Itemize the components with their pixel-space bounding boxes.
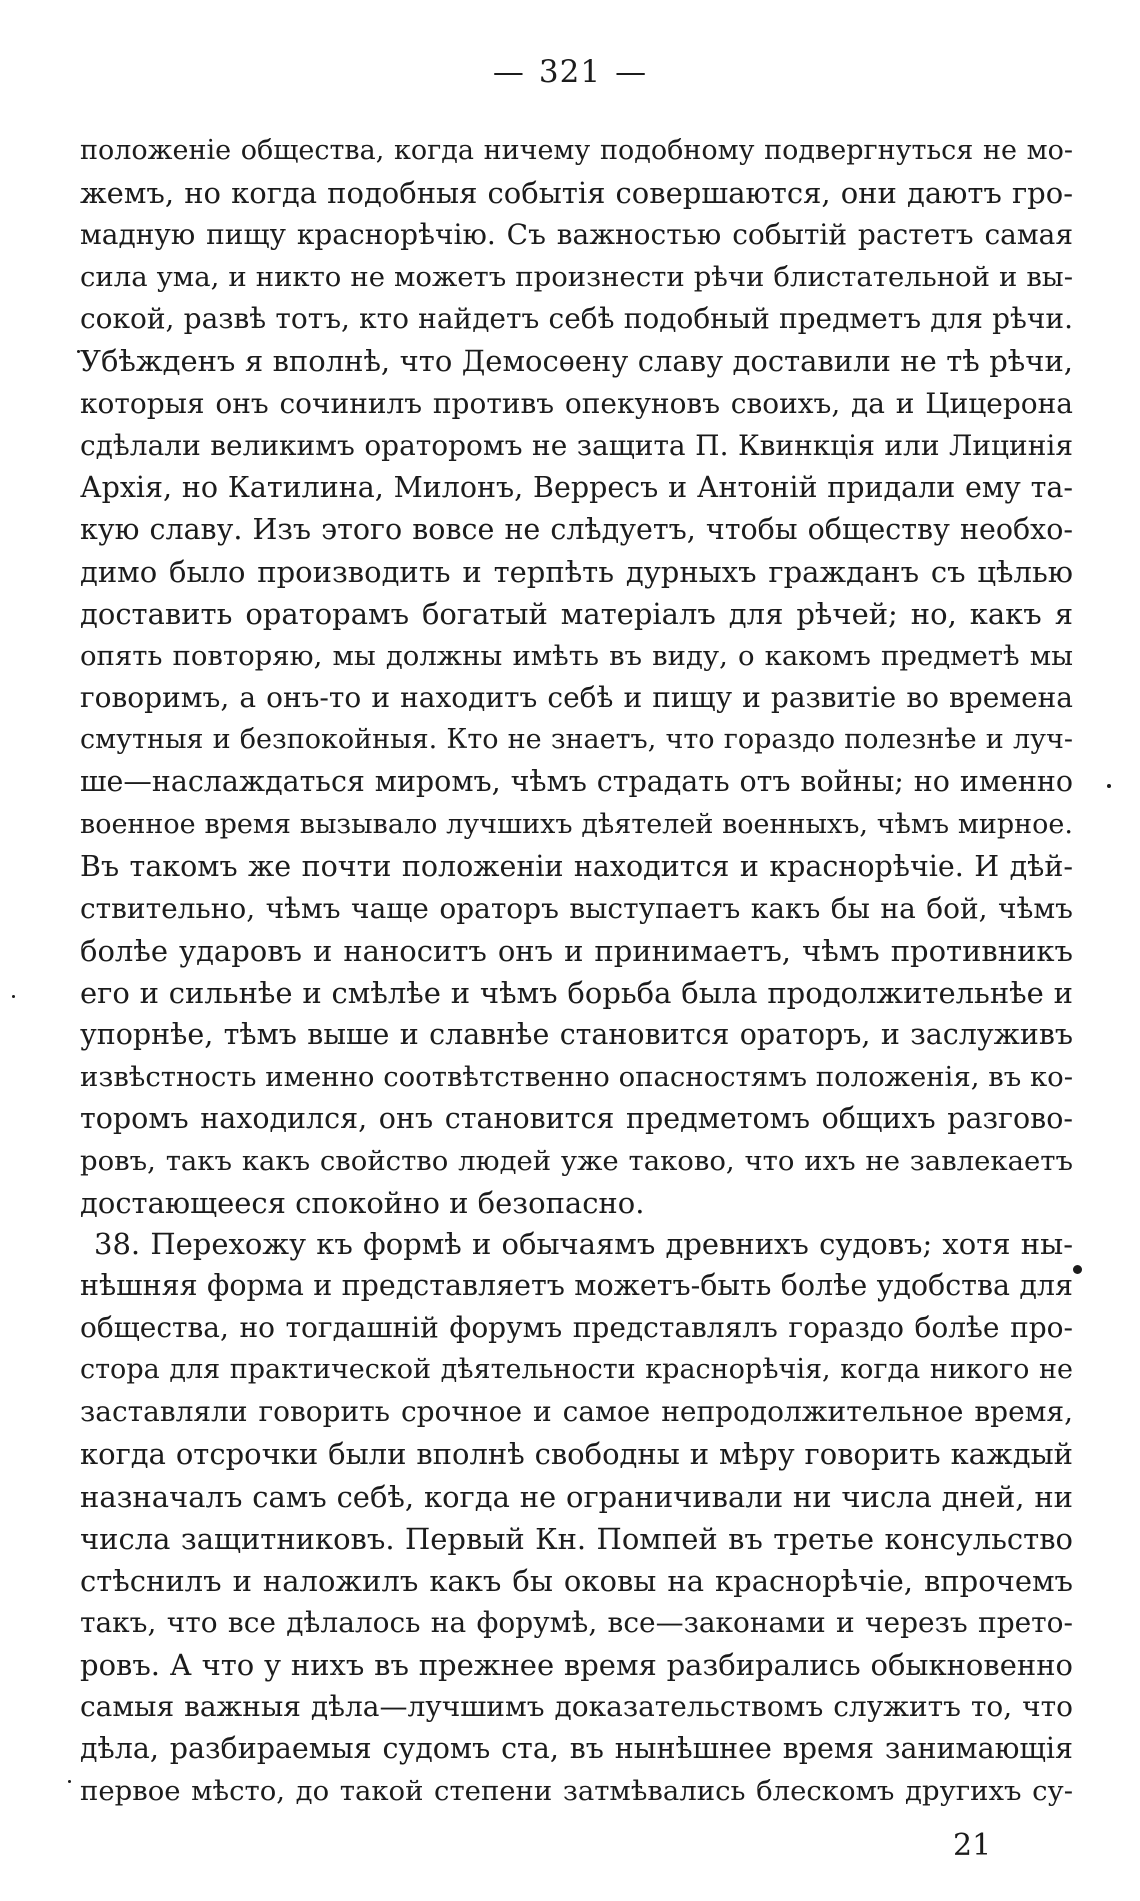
text-line: ровъ, такъ какъ свойство людей уже таково, что ихъ не завлекаетъ	[80, 1145, 1073, 1178]
ink-speck	[12, 995, 15, 998]
text-line: заставляли говорить срочное и самое непродолжительное время,	[80, 1395, 1073, 1429]
text-line: жемъ, но когда подобныя событія совершаются, они даютъ гро-	[80, 176, 1073, 211]
text-line: ше—наслаждаться миромъ, чѣмъ страдать отъ войны; но именно	[80, 765, 1073, 799]
text-line: 38. Перехожу къ формѣ и обычаямъ древнихъ судовъ; хотя ны-	[94, 1227, 1073, 1261]
ink-speck	[68, 1780, 71, 1783]
text-line: говоримъ, а онъ-то и находитъ себѣ и пищу и развитіе во времена	[80, 681, 1073, 715]
text-line: болѣе ударовъ и наноситъ онъ и принимаетъ, чѣмъ противникъ	[80, 933, 1073, 968]
text-line: Въ такомъ же почти положеніи находится и краснорѣчіе. И дѣй-	[80, 849, 1073, 883]
text-line: его и сильнѣе и смѣлѣе и чѣмъ борьба была продолжительнѣе и	[80, 975, 1073, 1010]
dash-right: —	[615, 54, 648, 90]
text-line: которыя онъ сочинилъ противъ опекуновъ своихъ, да и Цицерона	[80, 386, 1073, 420]
text-line: извѣстность именно соотвѣтственно опасностямъ положенія, въ ко-	[80, 1061, 1073, 1094]
text-line: упорнѣе, тѣмъ выше и славнѣе становится ораторъ, и заслуживъ	[80, 1017, 1073, 1051]
text-line: торомъ находился, онъ становится предметомъ общихъ разгово-	[80, 1102, 1073, 1136]
text-line: общества, но тогдашній форумъ представлялъ гораздо болѣе про-	[80, 1311, 1073, 1345]
text-line: первое мѣсто, до такой степени затмѣвались блескомъ другихъ су-	[80, 1775, 1073, 1808]
text-line: опять повторяю, мы должны имѣть въ виду, о какомъ предметѣ мы	[80, 640, 1073, 673]
text-line: самыя важныя дѣла—лучшимъ доказательствомъ служитъ то, что	[80, 1690, 1073, 1724]
text-line: такъ, что все дѣлалось на форумѣ, все—законами и черезъ прето-	[80, 1605, 1073, 1639]
text-line: Архія, но Катилина, Милонъ, Верресъ и Антоній придали ему та-	[80, 470, 1073, 504]
text-line: сокой, развѣ тотъ, кто найдетъ себѣ подобный предметъ для рѣчи.	[80, 302, 1073, 336]
text-line: доставить ораторамъ богатый матеріалъ для рѣчей; но, какъ я	[80, 597, 1073, 632]
text-line: димо было производить и терпѣть дурныхъ гражданъ съ цѣлью	[80, 554, 1073, 589]
text-line: числа защитниковъ. Первый Кн. Помпей въ третье консульство	[80, 1521, 1073, 1556]
text-line: положеніе общества, когда ничему подобному подвергнуться не мо-	[80, 135, 1073, 166]
text-line: назначалъ самъ себѣ, когда не ограничивали ни числа дней, ни	[80, 1479, 1073, 1514]
page-number-header	[0, 52, 1140, 92]
dash-left: —	[492, 54, 525, 90]
text-line: нѣшняя форма и представляетъ можетъ-быть болѣе удобства для	[80, 1269, 1073, 1303]
paragraph-1	[80, 130, 1073, 1224]
text-line: ровъ. А что у нихъ въ прежнее время разбирались обыкновенно	[80, 1647, 1073, 1682]
text-line: достающееся спокойно и безопасно.	[80, 1186, 645, 1221]
text-line: мадную пищу краснорѣчію. Съ важностью событій растетъ самая	[80, 218, 1073, 252]
text-line: дѣла, разбираемыя судомъ ста, въ нынѣшнее время занимающія	[80, 1732, 1073, 1766]
text-line: ствительно, чѣмъ чаще ораторъ выступаетъ какъ бы на бой, чѣмъ	[80, 891, 1073, 925]
printer-signature: 21	[953, 1828, 992, 1863]
ink-speck	[77, 350, 80, 353]
text-line: кую славу. Изъ этого вовсе не слѣдуетъ, чтобы обществу необхо-	[80, 512, 1073, 546]
text-line: сдѣлали великимъ ораторомъ не защита П. Квинкція или Лицинія	[80, 428, 1073, 462]
text-line: Убѣжденъ я вполнѣ, что Демосѳену славу доставили не тѣ рѣчи,	[80, 344, 1073, 379]
text-line: сила ума, и никто не можетъ произнести рѣчи блистательной и вы-	[80, 261, 1073, 294]
ink-blot	[1073, 1265, 1082, 1274]
text-line: когда отсрочки были вполнѣ свободны и мѣру говорить каждый	[80, 1437, 1073, 1472]
text-line: военное время вызывало лучшихъ дѣятелей военныхъ, чѣмъ мирное.	[80, 808, 1073, 840]
text-line: стѣснилъ и наложилъ какъ бы оковы на краснорѣчіе, впрочемъ	[80, 1563, 1073, 1598]
page-number: 321	[538, 54, 602, 90]
paragraph-2	[80, 1223, 1073, 1812]
text-line: смутныя и безпокойныя. Кто не знаетъ, что гораздо полезнѣе и луч-	[80, 724, 1073, 756]
text-line: стора для практической дѣятельности краснорѣчія, когда никого не	[80, 1354, 1073, 1386]
ink-speck	[1107, 784, 1111, 788]
